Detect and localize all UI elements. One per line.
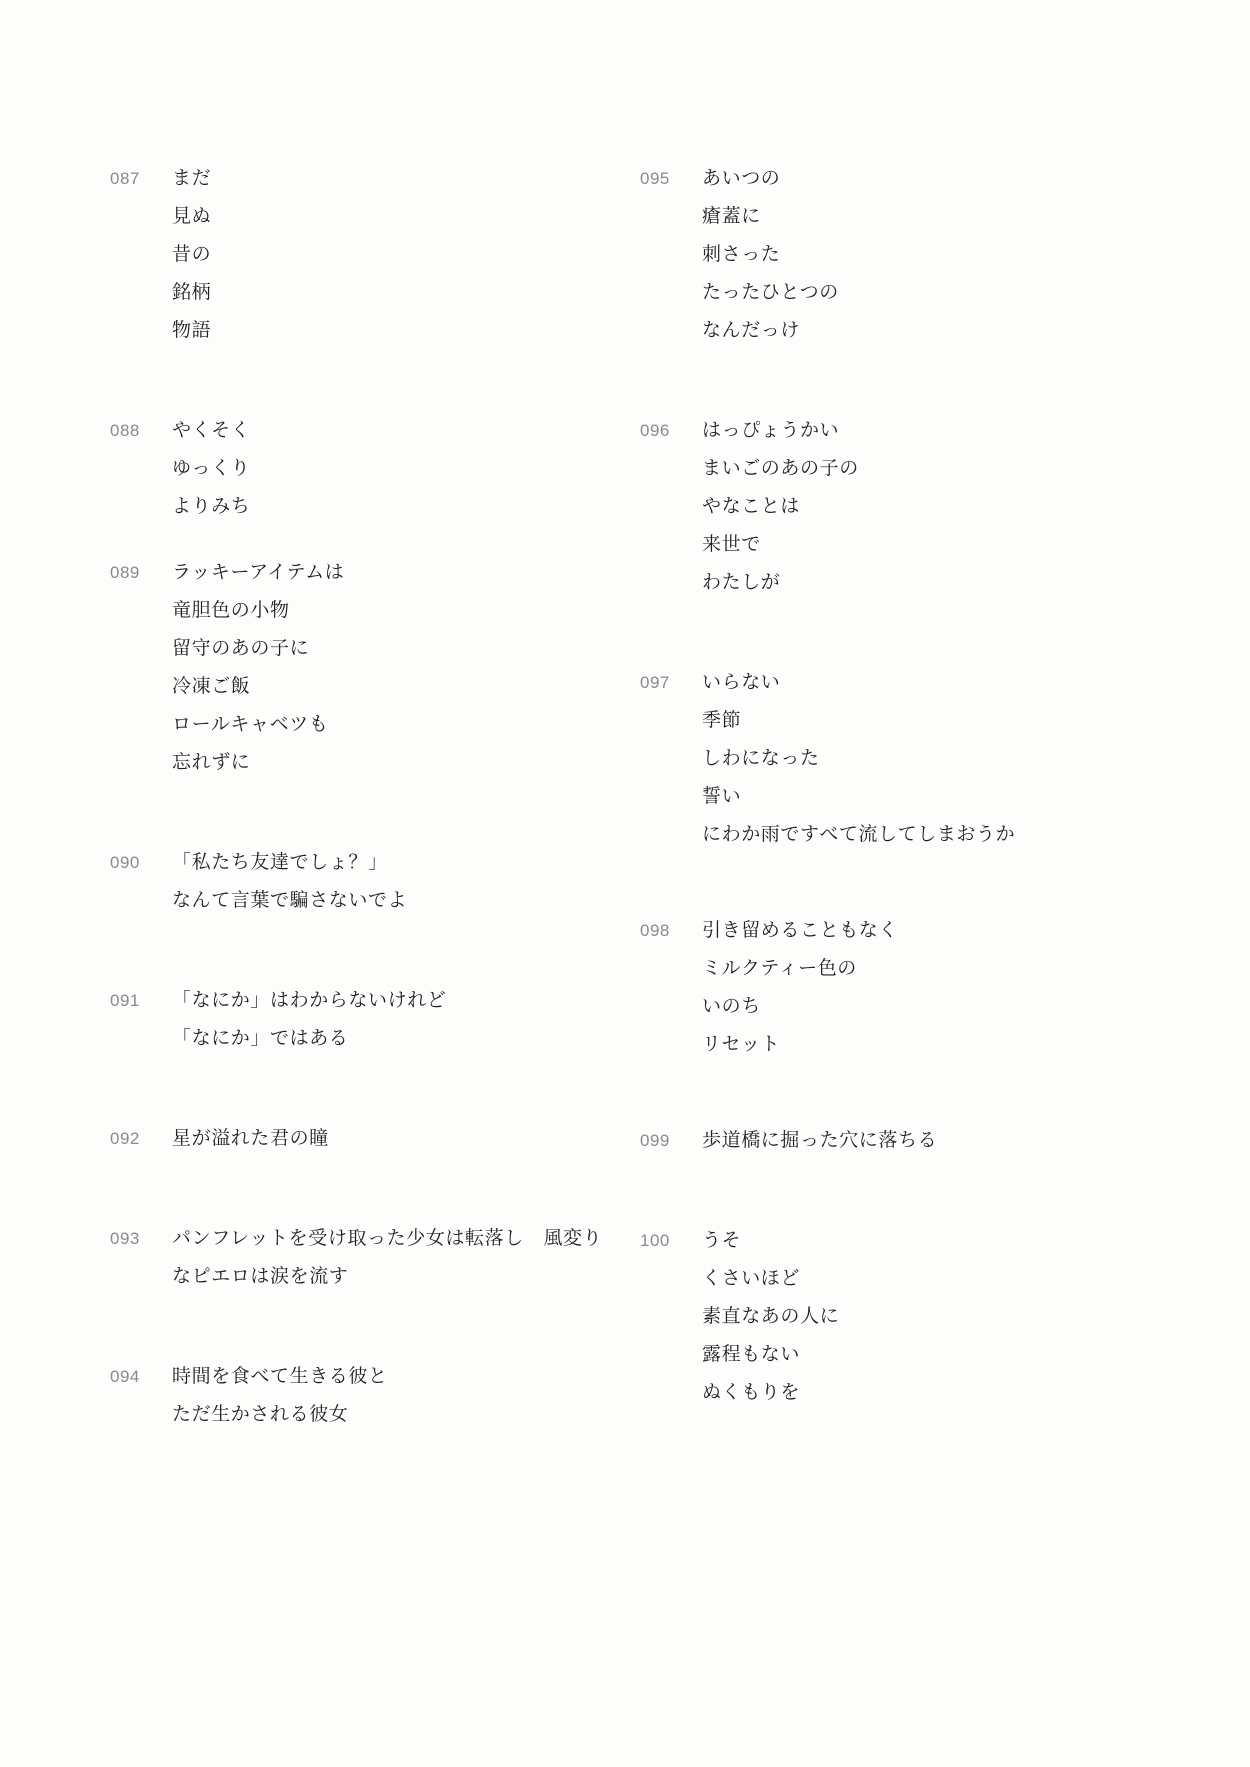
entry-spacer xyxy=(110,350,630,412)
poem-number: 089 xyxy=(110,563,140,582)
poem-entry xyxy=(640,412,1160,602)
poem-body xyxy=(168,844,630,920)
poem-line: まだ xyxy=(172,168,212,189)
poem-number: 094 xyxy=(110,1367,140,1386)
poem-line: ぬくもりを xyxy=(702,1382,801,1403)
poem-entry xyxy=(110,1120,630,1158)
poem-line: いのち xyxy=(702,996,761,1017)
poem-line: ただ生かされる彼女 xyxy=(172,1404,349,1425)
poem-line: リセット xyxy=(702,1034,781,1055)
poem-line: 「なにか」はわからないけれど xyxy=(172,990,447,1011)
poem-body xyxy=(168,1120,630,1158)
poem-line: はっぴょうかい xyxy=(702,420,840,441)
entry-spacer xyxy=(110,920,630,982)
poem-line: 「なにか」ではある xyxy=(172,1028,349,1049)
poem-line: ラッキーアイテムは xyxy=(172,562,345,583)
poem-line: パンフレットを受け取った少女は転落し 風変り xyxy=(172,1228,603,1249)
poem-entry xyxy=(110,1220,630,1296)
poem-line: ロールキャベツも xyxy=(172,714,329,735)
right-column xyxy=(640,160,1160,1412)
poem-line: 冷凍ご飯 xyxy=(172,676,251,697)
poem-body xyxy=(168,1220,630,1296)
poem-entry xyxy=(640,664,1160,854)
poem-entry xyxy=(640,1122,1160,1160)
poem-line: 留守のあの子に xyxy=(172,638,310,659)
poem-line: 見ぬ xyxy=(172,206,212,227)
poem-line: 歩道橋に掘った穴に落ちる xyxy=(702,1130,938,1151)
poem-number: 087 xyxy=(110,169,140,188)
poem-line: やくそく xyxy=(172,420,251,441)
poem-line: 露程もない xyxy=(702,1344,801,1365)
poem-line: 物語 xyxy=(172,320,212,341)
poem-number: 099 xyxy=(640,1131,670,1150)
poem-line: 来世で xyxy=(702,534,761,555)
poem-line: にわか雨ですべて流してしまおうか xyxy=(702,824,1016,845)
poem-body xyxy=(698,1122,1160,1160)
entry-spacer xyxy=(110,1058,630,1120)
poem-line: 瘡蓋に xyxy=(702,206,761,227)
poem-number: 091 xyxy=(110,991,140,1010)
poem-number: 097 xyxy=(640,673,670,692)
poem-line: わたしが xyxy=(702,572,781,593)
poem-number: 095 xyxy=(640,169,670,188)
poem-entry xyxy=(640,912,1160,1064)
poem-line: 時間を食べて生きる彼と xyxy=(172,1366,388,1387)
poem-body xyxy=(698,412,1160,602)
poem-line: しわになった xyxy=(702,748,820,769)
poem-body xyxy=(698,912,1160,1064)
poem-body xyxy=(168,982,630,1058)
entry-spacer xyxy=(640,1064,1160,1122)
poem-entry xyxy=(110,554,630,782)
poem-entry xyxy=(640,160,1160,350)
poem-entry xyxy=(110,844,630,920)
poem-body xyxy=(168,160,630,350)
poem-line: ゆっくり xyxy=(172,458,251,479)
poem-line: 季節 xyxy=(702,710,742,731)
poem-number: 092 xyxy=(110,1129,140,1148)
poem-body xyxy=(168,1358,630,1434)
entry-spacer xyxy=(640,1160,1160,1222)
poem-line: くさいほど xyxy=(702,1268,801,1289)
entry-spacer xyxy=(640,350,1160,412)
poem-line: 誓い xyxy=(702,786,742,807)
entry-spacer xyxy=(640,854,1160,912)
poem-line: まいごのあの子の xyxy=(702,458,859,479)
poem-body xyxy=(698,160,1160,350)
poem-entry xyxy=(110,982,630,1058)
poem-number: 098 xyxy=(640,921,670,940)
poem-line: 昔の xyxy=(172,244,212,265)
poem-body xyxy=(698,664,1160,854)
poem-line: 「私たち友達でしょ？」 xyxy=(172,852,388,873)
entry-spacer xyxy=(110,1158,630,1220)
poem-entry xyxy=(110,412,630,526)
entry-spacer xyxy=(640,602,1160,664)
poem-line: いらない xyxy=(702,672,781,693)
poem-body xyxy=(168,554,630,782)
entry-spacer xyxy=(110,526,630,554)
poem-line: うそ xyxy=(702,1230,742,1251)
poem-line: 刺さった xyxy=(702,244,781,265)
poem-line: 竜胆色の小物 xyxy=(172,600,290,621)
poem-entry xyxy=(110,1358,630,1434)
poem-number: 100 xyxy=(640,1231,670,1250)
poem-line: なんだっけ xyxy=(702,320,801,341)
poem-line: 銘柄 xyxy=(172,282,212,303)
poem-body xyxy=(698,1222,1160,1412)
poem-number: 093 xyxy=(110,1229,140,1248)
poem-entry xyxy=(640,1222,1160,1412)
poem-line: なピエロは涙を流す xyxy=(172,1266,349,1287)
poem-line: よりみち xyxy=(172,496,251,517)
left-column xyxy=(110,160,630,1434)
poem-body xyxy=(168,412,630,526)
poem-line: 忘れずに xyxy=(172,752,251,773)
poem-line: 素直なあの人に xyxy=(702,1306,840,1327)
poem-line: 引き留めることもなく xyxy=(702,920,899,941)
poem-line: ミルクティー色の xyxy=(702,958,857,979)
poem-number: 090 xyxy=(110,853,140,872)
poem-entry xyxy=(110,160,630,350)
poem-number: 096 xyxy=(640,421,670,440)
poem-line: 星が溢れた君の瞳 xyxy=(172,1128,329,1149)
entry-spacer xyxy=(110,782,630,844)
poem-line: なんて言葉で騙さないでよ xyxy=(172,890,408,911)
entry-spacer xyxy=(110,1296,630,1358)
poem-line: やなことは xyxy=(702,496,801,517)
poem-line: たったひとつの xyxy=(702,282,839,303)
poem-line: あいつの xyxy=(702,168,781,189)
poem-number: 088 xyxy=(110,421,140,440)
